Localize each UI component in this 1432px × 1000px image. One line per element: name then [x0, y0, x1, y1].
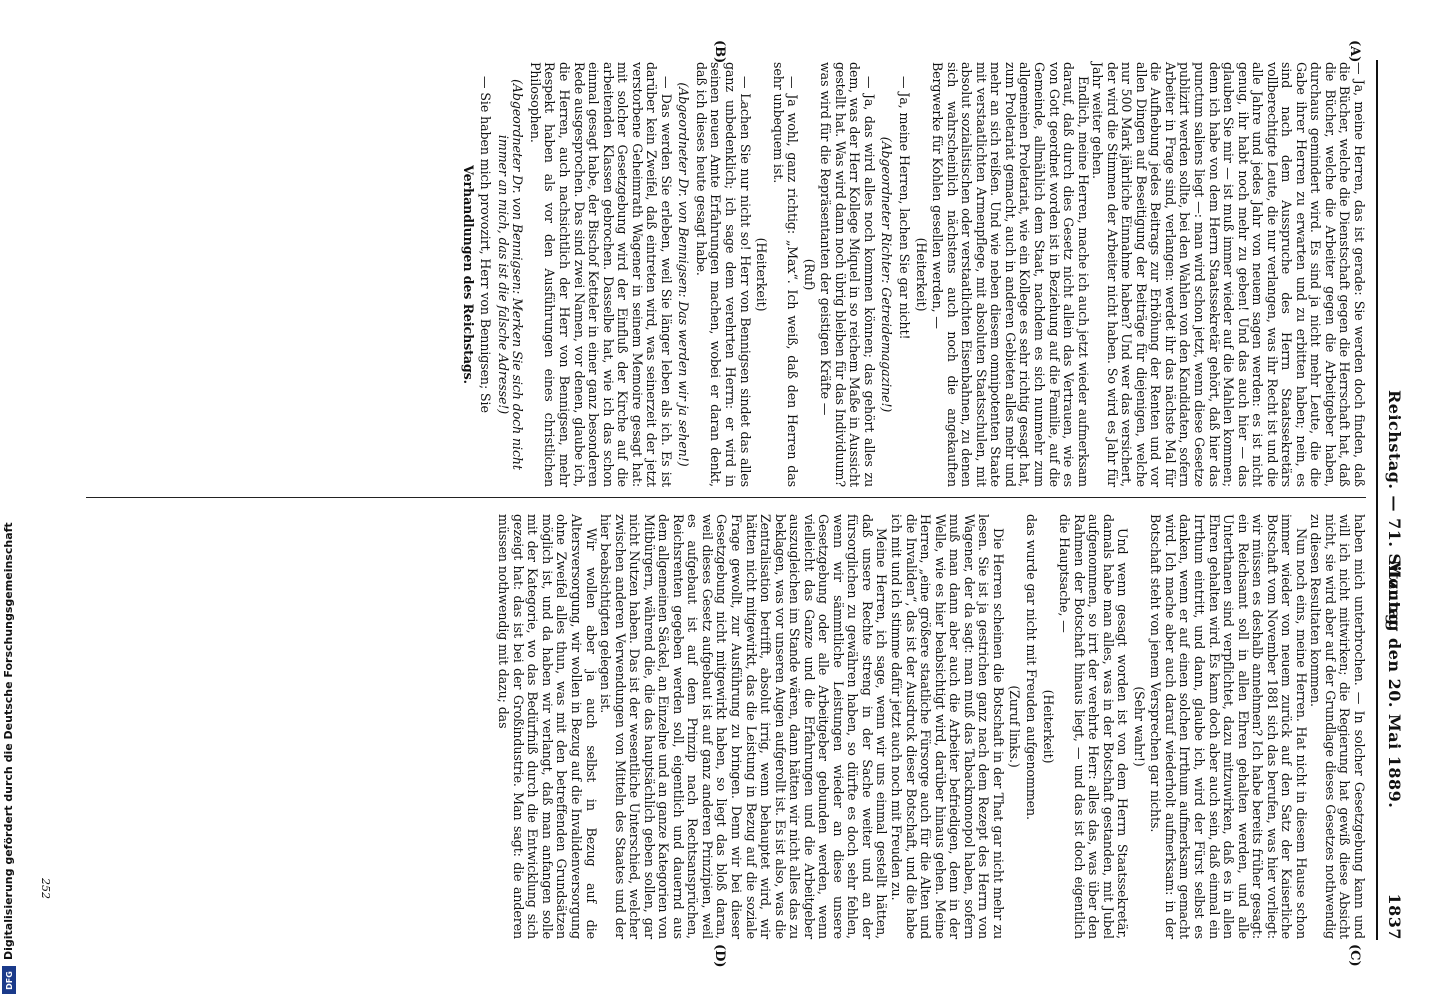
interjection: (Abgeordneter Dr. von Bennigsen: Merken Sie sich doch nicht immer an mich, das ist die falsche Adresse!): [495, 79, 526, 470]
interjection: (Sehr wahr!): [1131, 686, 1147, 767]
interjection: (Heiterkeit): [1040, 689, 1056, 764]
footer-title: Verhandlungen des Reichstags.: [460, 165, 476, 384]
interjection: (Abgeordneter Richter: Getreidemagazine!): [879, 136, 895, 413]
paragraph: Nun noch eins, meine Herren. Hat nicht in diesem Hause schon immer wieder von neuem zurück auf den Satz der Kaiserliche Botschaft vom November 1881 sich das berufen, was hier vorliegt: wir müssen es deshalb annehmen? Ich habe bereits früher gesagt: ein Reichsamt soll in allen Ehren gehalten werden, und alle Unterthanen sind verpflichtet, dazu mitzuwirken, daß es in allen Ehren gehalten wird. Es kann doch aber auch sein, daß einmal ein Irrthum eintritt, und dann, glaube ich, wird der Fürst selbst es danken, wenn er auf einen solchen Irrthum aufmerksam gemacht wird. Ich mache aber auch darauf wiederholt aufmerksam: in der Botschaft steht von jenem Versprechen gar nichts.: [1148, 514, 1309, 939]
header-date: Montag den 20. Mai 1889.: [1385, 560, 1404, 809]
margin-marker-a: (A): [1347, 40, 1362, 63]
paragraph: — Sie haben mich provozirt, Herr von Bennigsen; Sie: [478, 76, 494, 413]
paragraph: das wurde gar nicht mit Freuden aufgenommen.: [1023, 514, 1039, 820]
margin-marker-d: (D): [712, 944, 727, 968]
paragraph: Meine Herren, ich sage, wenn wir uns einmal gestellt hätten, daß unsere Rechte streng in der Sache weiter und an der fürsorglichen zu gewähren haben, so dürfte es doch sehr fehlen, wenn wir sämmtliche Leistungen wieder an diese unsere Gesetzgebung oder alle Arbeitgeber gebunden werden, wenn vielleicht das Ganze und die Erfahrungen und die Arbeitgeber auszugleichen im Stande wären, dann hätten wir nicht alles das zu beklagen, was vor unseren Augen aufgerollt ist. Es ist also, was die Zentralisation betrifft, absolut irrig, wenn behauptet wird, wir hätten nicht mitgewirkt, das die Leistung in Bezug auf die soziale Frage gewollt, zur Ausführung zu bringen. Denn wir bei dieser Gesetzgebung nicht mitgewirkt haben, so liegt das bloß daran, weil dieses Gesetz aufgebaut ist auf ganz anderen Prinzipien, weil es aufgebaut ist auf dem Prinzip nach Rechtsansprüchen, Reichsrenten gegeben werden soll, eigentlich und dauernd aus dem allgemeinen Säckel, an Einzelne und an ganze Kategorien von Mitbürgern, während die, die das hauptsächlich geben sollen, gar nicht Nutzen haben. Das ist der wesentliche Unterschied, welcher zwischen anderen Verwendungen von Mitteln des Staates und der hier beabsichtigten gelegen ist.: [598, 514, 890, 939]
paragraph: — Das werden Sie erleben, weil Sie länger leben als ich. Es ist darüber kein Zweifel, daß eintreten wird, was seinerzeit der jetzt verstorbene Geheimrath Wagener in seinem Memoire gesagt hat: mit solcher Gesetzgebung wird der Einfluß der Kirche auf die arbeitenden Klassen gebrochen. Dasselbe hat, wie ich das schon einmal gesagt habe, der Bischof Ketteler in einer ganz besonderen Rede ausgesprochen. Das sind zwei Namen, vor denen, glaube ich, die Herren, auch nachsichtlich der Herr von Bennigsen, mehr Respekt haben als vor den Ausführungen eines christlichen Philosophen.: [527, 62, 674, 487]
column-divider: [86, 497, 1366, 498]
interjection: (Ruf): [801, 258, 817, 291]
margin-marker-c: (C): [1347, 944, 1362, 967]
paragraph: — Ja wohl, ganz richtig: „Max“. Ich weiß, daß den Herren das sehr unbequem ist.: [770, 62, 801, 487]
paragraph: Endlich, meine Herren, mache ich auch jetzt wieder aufmerksam darauf, daß durch dies Gesetz nicht allein das Vertrauen, wie es von Gott geordnet worden ist in Beziehung auf die Familie, auf die Gemeinde, allmählich dem Staat, nachdem es sich nunmehr zum allgemeinen Proletariat, wie ein Kollege es sehr richtig gesagt hat, zum Proletariat gemacht, auch in anderen Gebieten alles mehr und mehr an sich reißen. Und wie neben diesem omnipotenten Staate mit verstaatlichten Armenpflege, mit absoluten Staatsschulen, mit absolut sozialistischen oder verstaatlichten Eisenbahnen, zu denen sich wahrscheinlich nächstens auch noch die angekauften Bergwerke für Kohlen gesellen werden, —: [930, 62, 1091, 487]
header-rule: [1376, 60, 1378, 940]
dfg-logo-icon: [2, 966, 16, 994]
dfg-logo-label: DFG: [4, 970, 14, 990]
right-text-column: [496, 514, 1366, 939]
left-text-column: [458, 62, 1366, 487]
paragraph: Und wenn gesagt worden ist von dem Herrn Staatssekretär, damals habe man alles, was in der Botschaft gestanden, mit Jubel aufgenommen, so irrt der verehrte Herr: alles das, was über den Rahmen der Botschaft hinaus liegt, — und das ist doch eigentlich die Hauptsache, —: [1057, 514, 1131, 939]
paragraph: Die Herren scheinen die Botschaft in der That gar nicht mehr zu lesen. Sie ist ja gestrichen ganz nach dem Rezept des Herrn von Wagener, der da sagt: man muß das Tabackmonopol haben, sofern muß man dann aber auch die Arbeiter befriedigen, denn in der Welle, wie es hier beabsichtigt wird, darüber hinaus gehen. Meine Herren, „eine größere staatliche Fürsorge auch für die Alten und die Invaliden“, das ist der Ausdruck dieser Botschaft, und die habe ich mit und ich stimme dafür jetzt auch noch mit Freuden zu.: [889, 514, 1006, 939]
signature-mark: 252: [39, 878, 52, 899]
digitization-credit-strip: [0, 0, 18, 1000]
digitization-credit-text: Digitalisierung gefördert durch die Deutsche Forschungsgemeinschaft: [2, 522, 15, 960]
header-title: Reichstag. — 71. Sitzung.: [1385, 390, 1404, 632]
paragraph: — Ja, meine Herren, lachen Sie gar nicht!: [897, 76, 913, 340]
paragraph: Wir wollen aber ja auch selbst in Bezug auf die Altersversorgung, wir wollen in Bezug auf die Invalidenversorgung ohne Zweifel alles thun, was mit den betreffenden Grundsätzen möglich ist, und da haben wir verlangt, daß man anfangen solle mit der Kategorie, wo das Bedürfniß durch die Entwicklung sich gezeigt hat: das ist bei der Großindustrie. Man sagt: die anderen müssen nothwendig mit dazu; das: [496, 514, 599, 939]
page-header: [1380, 60, 1404, 940]
paragraph: — Lachen Sie nur nicht so! Herr von Bennigsen sindet das alles ganz unbedenklich; ich sage dem verehrten Herrn: er wird in seinen neuen Amte Erfahrungen machen, wobei er daran denkt, daß ich dieses heute gesagt habe.: [693, 62, 753, 487]
paragraph: haben mich unterbrochen. — In solcher Gesetzgebung kann und will ich nicht mitwirken; die Regierung hat gewiß diese Absicht nicht, sie wird aber auf der Grundlage dieses Gesetzes nothwendig zu diesen Resultaten kommen.: [1308, 514, 1367, 939]
interjection: (Zuruf links.): [1007, 685, 1023, 768]
margin-marker-b: (B): [712, 40, 727, 64]
header-page-number: 1837: [1385, 893, 1404, 940]
interjection: (Heiterkeit): [913, 237, 929, 312]
paragraph: — Ja, meine Herren, das ist gerade: Sie werden doch finden, daß die Bücher, welche die Dienstschaft gegen die Herrschaft hat, daß die Bücher, welche die Arbeiter gegen die Arbeitgeber haben, durchaus gemindert wird. Es sind ja nicht mehr Leute, die die Gabe ihrer Herren zu erwarten und zu erbitten haben; nein, es sind nach dem Ausspruche des Herrn Staatssekretärs vollberechtigte Leute, die nur verlangen, was ihr Recht ist und die alle Jahre und jedes Jahr von neuem sagen werden: es ist nicht genug, ihr habt noch mehr zu geben! Und das auch hier — das glauben Sie mir — ist muß immer wieder auf die Mahlen kommen; denn ich habe von dem Herrn Staatssekretär gehört, daß hier das punctum saliens liegt —: man wird schon jetzt, wenn diese Gesetze publizirt werden sollte, bei den Wahlen von den Kandidaten, sofern Arbeiter in Frage sind, verlangen: werdet ihr das nächste Mal für die Aufhebung jedes Beitrags zur Erhöhung der Renten und vor allen Dingen auf Beseitigung der Beiträge für diejenigen, welche nur 500 Mark jährliche Einnahme haben? Und wer das versichert, der wird die Stimmen der Arbeiter nicht haben. So wird es Jahr für Jahr weiter gehen.: [1090, 62, 1367, 487]
interjection: (Abgeordneter Dr. von Bennigsen: Das werden wir ja sehen!): [676, 82, 692, 467]
interjection: (Heiterkeit): [754, 237, 770, 312]
paragraph: — Ja, das wird alles noch kommen können; das gehört alles zu dem, was der Herr Kollege Miquel in so reichem Maße in Aussicht gestellt hat. Was wird dann noch übrig bleiben für das Individuum? was wird für die Repräsentanten der geistigen Kräfte —: [818, 62, 877, 487]
